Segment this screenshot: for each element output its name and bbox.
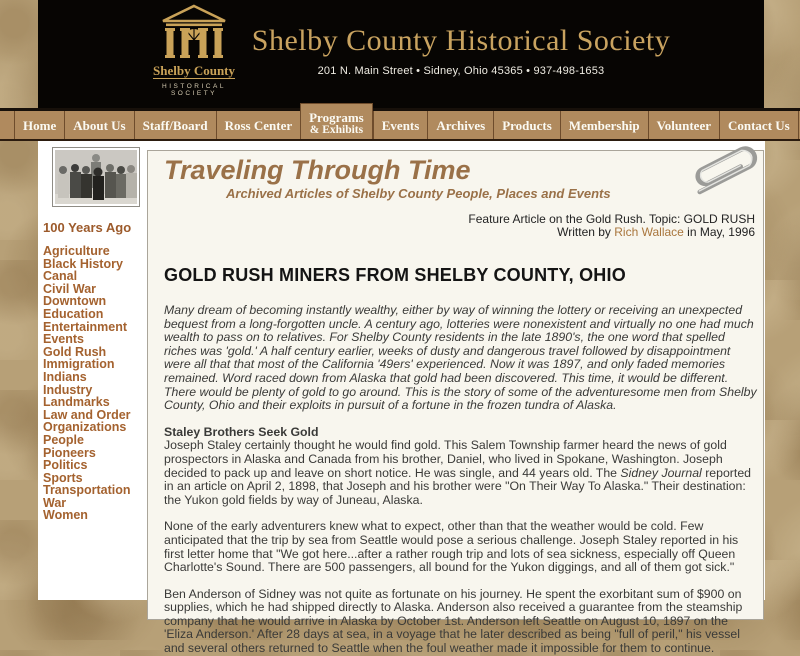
sidebar-topic-link[interactable]: War	[43, 495, 67, 510]
nav-item[interactable]: Events	[373, 111, 428, 139]
sidebar-topic-link[interactable]: Events	[43, 332, 84, 347]
nav-item[interactable]: Membership	[560, 111, 648, 139]
sidebar-topic-link[interactable]: Landmarks	[43, 395, 110, 410]
sidebar-topic-link[interactable]: Organizations	[43, 420, 127, 435]
logo-name: Shelby County	[153, 63, 235, 78]
masthead-subtitle: Archived Articles of Shelby County People, Places and Events	[226, 186, 611, 201]
byline-author-line: Written by Rich Wallace in May, 1996	[557, 225, 755, 239]
article-paragraph: Joseph Staley certainly thought he would find gold. This Salem Township farmer heard the news of gold prospectors in Alaska and Canada from his brother, Daniel, who lived in Spokane, Washington. Joseph decided to pack up and leave on short notice. He was single, and 44 years old. The Sidney Journal reported in an article on April 2, 1898, that Joseph and his brother were "On Their Way To Alaska." Their destination: the Yukon gold fields by way of Juneau, Alaska.	[164, 438, 751, 507]
sidebar-topic-link[interactable]: Law and Order	[43, 407, 131, 422]
sidebar-heading: 100 Years Ago	[43, 220, 132, 235]
sidebar-topic-link[interactable]: Canal	[43, 269, 78, 284]
nav-item[interactable]: Ross Center	[216, 111, 301, 139]
site-address: 201 N. Main Street • Sidney, Ohio 45365 • 937-498-1653	[317, 65, 605, 77]
nav-item[interactable]: Staff/Board	[134, 111, 216, 139]
sidebar-topic-link[interactable]: Downtown	[43, 294, 107, 309]
sidebar-topic-link[interactable]: Civil War	[43, 281, 97, 296]
sidebar-topic-link[interactable]: People	[43, 432, 84, 447]
sidebar-topic-link[interactable]: Industry	[43, 382, 93, 397]
nav-item[interactable]: About Us	[64, 111, 133, 139]
sidebar-topic-link[interactable]: Women	[43, 508, 88, 523]
nav-item[interactable]: Programs & Exhibits	[300, 103, 373, 139]
section-heading: Staley Brothers Seek Gold	[164, 424, 319, 439]
nav-item[interactable]: Home	[14, 111, 64, 139]
nav-item[interactable]: Volunteer	[648, 111, 719, 139]
article-headline: GOLD RUSH MINERS FROM SHELBY COUNTY, OHIO	[164, 265, 626, 285]
article-paper	[147, 150, 764, 656]
sidebar-topic-link[interactable]: Education	[43, 306, 104, 321]
sidebar-topic-link[interactable]: Agriculture	[43, 244, 110, 258]
author-link[interactable]: Rich Wallace	[614, 225, 684, 239]
main-nav	[0, 108, 800, 141]
sidebar-topic-link[interactable]: Sports	[43, 470, 83, 485]
sidebar-topic-list	[43, 245, 143, 522]
site-title: Shelby County Historical Society	[251, 24, 671, 57]
sidebar-topic-link[interactable]: Gold Rush	[43, 344, 107, 359]
sidebar-topic-link[interactable]: Transportation	[43, 483, 131, 498]
sidebar-topic-link[interactable]: Black History	[43, 256, 123, 271]
masthead-title: Traveling Through Time	[164, 155, 471, 185]
site-header	[38, 0, 764, 108]
sidebar-topic-link[interactable]: Pioneers	[43, 445, 96, 460]
article-paragraph: None of the early adventurers knew what to expect, other than that the weather would be cold. Few anticipated that the trip by sea from Seattle would pose a serious challenge. Joseph Staley reported in his first letter home that "We got here...after a rather rough trip and lots of sea sickness, especially off Queen Charlotte's Sound. There are 500 passengers, all bound for the Yukon diggings, and all of them got sick."	[164, 519, 739, 575]
nav-item[interactable]: Products	[493, 111, 560, 139]
sidebar-topic-link[interactable]: Entertainment	[43, 319, 128, 334]
nav-item[interactable]: Contact Us	[719, 111, 799, 139]
sidebar-topic-link[interactable]: Politics	[43, 458, 88, 473]
article-byline	[164, 213, 757, 239]
article-intro: Many dream of becoming instantly wealthy, either by way of winning the lottery or receiving an unexpected bequest from a long-forgotten uncle. A century ago, lotteries were nonexistent and virtually no one had much wealth to pass on to relatives. For Shelby County residents in the late 1890's, the one word that spelled riches was 'gold.' A half century earlier, weeks of dusty and dangerous travel followed by disappointment were all that that most of the California '49ers' experienced. Now it was 1897, and only faded memories remained. Word raced down from Alaska that gold had been discovered. This time, it would be different. There would be plenty of gold to go around. This is the story of some of the adventuresome men from Shelby County, Ohio and their exploits in pursuit of a fortune in the frozen tundra of Alaska.	[164, 303, 757, 413]
nav-item[interactable]: Archives	[427, 111, 493, 139]
sidebar-photo	[52, 147, 140, 207]
sidebar-topic-link[interactable]: Immigration	[43, 357, 115, 372]
sidebar-topic-link[interactable]: Indians	[43, 369, 87, 384]
article-paragraph: Ben Anderson of Sidney was not quite as fortunate on his journey. He spent the exorbitant sum of $900 on supplies, which he had shipped directly to Alaska. Anderson also received a guarantee from the steamship company that he would arrive in Alaska by October 1st. Anderson left Seattle on August 10, 1897 on the 'Eliza Anderson.' After 28 days at sea, in a voyage that he later described as being "full of peril," his vessel and several others returned to Seattle when the foul weather made it impossible for them to continue.	[164, 586, 743, 656]
logo-subname: HISTORICAL SOCIETY	[162, 83, 226, 97]
byline-topic: Feature Article on the Gold Rush. Topic: GOLD RUSH	[468, 212, 755, 226]
historic-group-photo-icon	[55, 150, 137, 204]
